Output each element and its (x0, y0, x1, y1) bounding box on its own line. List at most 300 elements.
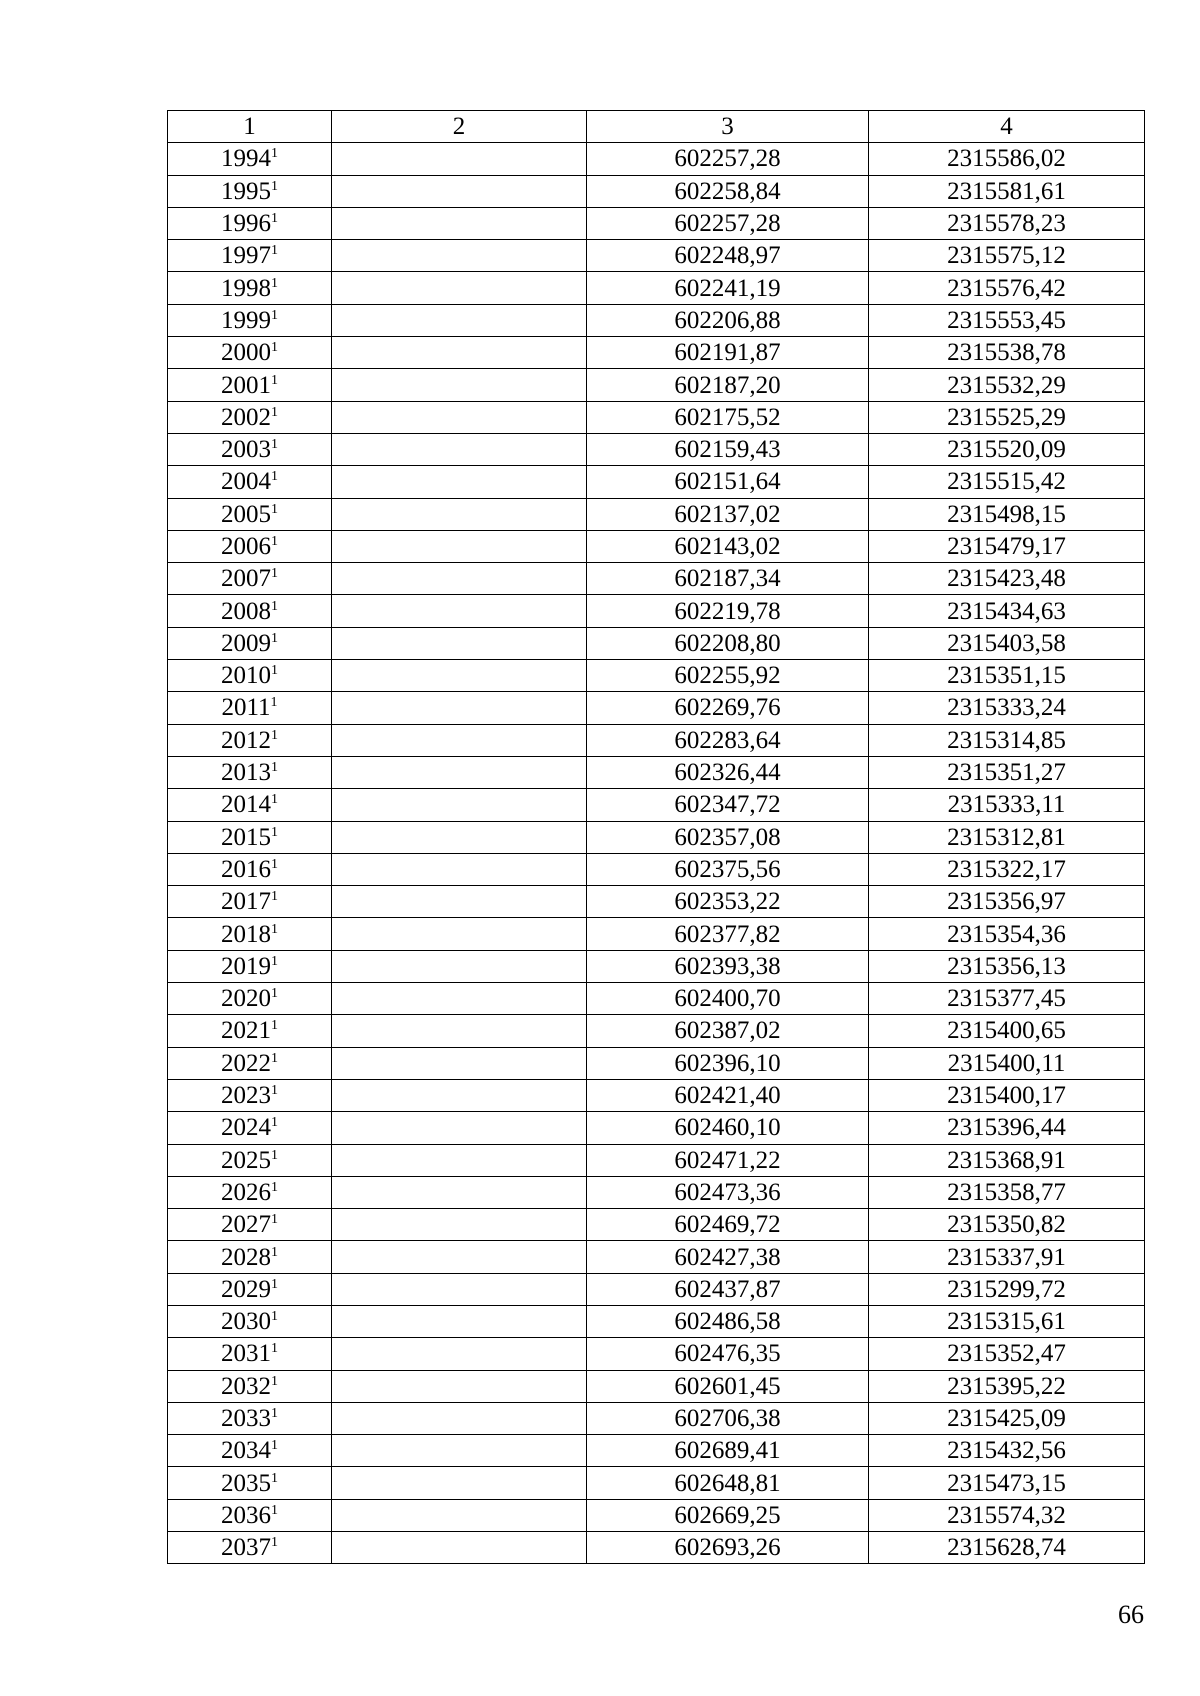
table-row (168, 1532, 1145, 1564)
y-coordinate-cell: 2315396,44 (869, 1112, 1145, 1144)
x-coordinate-cell: 602427,38 (587, 1241, 869, 1273)
point-number: 1996 (221, 210, 271, 238)
point-number-cell (168, 1144, 332, 1176)
point-superscript: 1 (271, 566, 278, 582)
y-coordinate-cell: 2315581,61 (869, 175, 1145, 207)
column-2-cell (332, 1467, 587, 1499)
y-coordinate-cell: 2315358,77 (869, 1176, 1145, 1208)
point-number-cell (168, 498, 332, 530)
table-header-row (168, 111, 1145, 143)
table-row (168, 627, 1145, 659)
point-number: 2005 (221, 500, 271, 528)
y-coordinate-cell: 2315423,48 (869, 563, 1145, 595)
table-row (168, 433, 1145, 465)
y-coordinate-cell: 2315515,42 (869, 466, 1145, 498)
y-coordinate-cell: 2315574,32 (869, 1499, 1145, 1531)
column-2-cell (332, 498, 587, 530)
x-coordinate-cell: 602137,02 (587, 498, 869, 530)
point-superscript: 1 (271, 889, 278, 905)
header-col-4: 4 (869, 111, 1145, 143)
column-2-cell (332, 1338, 587, 1370)
point-number: 2004 (221, 468, 271, 496)
y-coordinate-cell: 2315322,17 (869, 853, 1145, 885)
table-row (168, 1144, 1145, 1176)
y-coordinate-cell: 2315403,58 (869, 627, 1145, 659)
column-2-cell (332, 1047, 587, 1079)
table-row (168, 369, 1145, 401)
point-number: 1994 (221, 145, 271, 173)
column-2-cell (332, 401, 587, 433)
table-row (168, 1241, 1145, 1273)
table-row (168, 950, 1145, 982)
y-coordinate-cell: 2315351,27 (869, 756, 1145, 788)
point-number-cell (168, 1305, 332, 1337)
y-coordinate-cell: 2315425,09 (869, 1402, 1145, 1434)
point-superscript: 1 (271, 953, 278, 969)
x-coordinate-cell: 602347,72 (587, 789, 869, 821)
point-number-cell (168, 1079, 332, 1111)
point-number: 2026 (221, 1178, 271, 1206)
point-number-cell (168, 789, 332, 821)
table-row (168, 821, 1145, 853)
table-row (168, 466, 1145, 498)
point-number-cell (168, 433, 332, 465)
point-number: 1995 (221, 177, 271, 205)
column-2-cell (332, 304, 587, 336)
table-row (168, 1079, 1145, 1111)
y-coordinate-cell: 2315333,24 (869, 692, 1145, 724)
point-number-cell (168, 466, 332, 498)
point-number: 1997 (221, 242, 271, 270)
point-number-cell (168, 1370, 332, 1402)
point-number-cell (168, 660, 332, 692)
table-row (168, 304, 1145, 336)
x-coordinate-cell: 602400,70 (587, 983, 869, 1015)
point-superscript: 1 (271, 307, 278, 323)
point-number-cell (168, 207, 332, 239)
point-number: 2037 (221, 1534, 271, 1562)
x-coordinate-cell: 602151,64 (587, 466, 869, 498)
table-row (168, 1209, 1145, 1241)
y-coordinate-cell: 2315314,85 (869, 724, 1145, 756)
column-2-cell (332, 756, 587, 788)
column-2-cell (332, 433, 587, 465)
point-superscript: 1 (271, 856, 278, 872)
point-number-cell (168, 401, 332, 433)
y-coordinate-cell: 2315356,97 (869, 886, 1145, 918)
x-coordinate-cell: 602421,40 (587, 1079, 869, 1111)
point-superscript: 1 (271, 1147, 278, 1163)
column-2-cell (332, 1305, 587, 1337)
x-coordinate-cell: 602375,56 (587, 853, 869, 885)
x-coordinate-cell: 602476,35 (587, 1338, 869, 1370)
x-coordinate-cell: 602486,58 (587, 1305, 869, 1337)
point-number: 2012 (221, 726, 271, 754)
y-coordinate-cell: 2315498,15 (869, 498, 1145, 530)
point-number: 2031 (221, 1340, 271, 1368)
point-superscript: 1 (271, 372, 278, 388)
point-number: 2023 (221, 1082, 271, 1110)
point-number: 2000 (221, 339, 271, 367)
point-superscript: 1 (271, 1470, 278, 1486)
table-row (168, 175, 1145, 207)
y-coordinate-cell: 2315356,13 (869, 950, 1145, 982)
x-coordinate-cell: 602283,64 (587, 724, 869, 756)
point-superscript: 1 (271, 469, 278, 485)
table-row (168, 853, 1145, 885)
table-row (168, 756, 1145, 788)
table-row (168, 724, 1145, 756)
y-coordinate-cell: 2315354,36 (869, 918, 1145, 950)
point-number: 2007 (221, 565, 271, 593)
column-2-cell (332, 821, 587, 853)
x-coordinate-cell: 602689,41 (587, 1435, 869, 1467)
point-number: 2033 (221, 1405, 271, 1433)
point-superscript: 1 (271, 178, 278, 194)
table-row (168, 207, 1145, 239)
point-superscript: 1 (271, 211, 278, 227)
column-2-cell (332, 1499, 587, 1531)
point-number-cell (168, 724, 332, 756)
table-row (168, 1112, 1145, 1144)
point-number-cell (168, 886, 332, 918)
point-number: 2016 (221, 855, 271, 883)
x-coordinate-cell: 602175,52 (587, 401, 869, 433)
table-row (168, 918, 1145, 950)
point-superscript: 1 (271, 630, 278, 646)
point-superscript: 1 (270, 695, 278, 711)
column-2-cell (332, 724, 587, 756)
table-row (168, 1402, 1145, 1434)
x-coordinate-cell: 602377,82 (587, 918, 869, 950)
table-row (168, 886, 1145, 918)
point-number-cell (168, 1015, 332, 1047)
table-row (168, 1435, 1145, 1467)
point-number-cell (168, 1402, 332, 1434)
point-number: 2019 (221, 952, 271, 980)
x-coordinate-cell: 602257,28 (587, 143, 869, 175)
point-number: 1998 (221, 274, 271, 302)
y-coordinate-cell: 2315400,65 (869, 1015, 1145, 1047)
x-coordinate-cell: 602437,87 (587, 1273, 869, 1305)
column-2-cell (332, 207, 587, 239)
column-2-cell (332, 853, 587, 885)
column-2-cell (332, 240, 587, 272)
point-number-cell (168, 595, 332, 627)
table-row (168, 1467, 1145, 1499)
table-body (168, 143, 1145, 1564)
table-row (168, 1176, 1145, 1208)
point-superscript: 1 (271, 501, 278, 517)
y-coordinate-cell: 2315333,11 (869, 789, 1145, 821)
point-number-cell (168, 304, 332, 336)
point-number-cell (168, 1467, 332, 1499)
column-2-cell (332, 143, 587, 175)
column-2-cell (332, 1241, 587, 1273)
table-row (168, 1305, 1145, 1337)
column-2-cell (332, 660, 587, 692)
x-coordinate-cell: 602187,20 (587, 369, 869, 401)
point-superscript: 1 (271, 1212, 278, 1228)
point-superscript: 1 (271, 1018, 278, 1034)
point-number-cell (168, 1532, 332, 1564)
y-coordinate-cell: 2315352,47 (869, 1338, 1145, 1370)
x-coordinate-cell: 602208,80 (587, 627, 869, 659)
x-coordinate-cell: 602269,76 (587, 692, 869, 724)
y-coordinate-cell: 2315395,22 (869, 1370, 1145, 1402)
point-number: 2034 (221, 1437, 271, 1465)
table-row (168, 1047, 1145, 1079)
point-number: 2028 (221, 1243, 271, 1271)
column-2-cell (332, 1370, 587, 1402)
table-row (168, 1338, 1145, 1370)
table-row (168, 563, 1145, 595)
point-number: 1999 (221, 306, 271, 334)
point-number-cell (168, 1499, 332, 1531)
point-number: 2001 (221, 371, 271, 399)
x-coordinate-cell: 602255,92 (587, 660, 869, 692)
point-number: 2029 (221, 1275, 271, 1303)
column-2-cell (332, 466, 587, 498)
point-number: 2015 (221, 823, 271, 851)
point-number: 2021 (221, 1017, 271, 1045)
coordinates-table (167, 110, 1145, 1564)
point-number-cell (168, 337, 332, 369)
point-number-cell (168, 563, 332, 595)
point-superscript: 1 (271, 1341, 278, 1357)
header-col-3: 3 (587, 111, 869, 143)
point-superscript: 1 (271, 986, 278, 1002)
point-superscript: 1 (271, 760, 278, 776)
point-superscript: 1 (271, 437, 278, 453)
column-2-cell (332, 1273, 587, 1305)
point-superscript: 1 (271, 792, 278, 808)
x-coordinate-cell: 602241,19 (587, 272, 869, 304)
x-coordinate-cell: 602601,45 (587, 1370, 869, 1402)
table-row (168, 498, 1145, 530)
column-2-cell (332, 1079, 587, 1111)
point-number-cell (168, 143, 332, 175)
point-number-cell (168, 1047, 332, 1079)
y-coordinate-cell: 2315479,17 (869, 530, 1145, 562)
y-coordinate-cell: 2315400,17 (869, 1079, 1145, 1111)
x-coordinate-cell: 602357,08 (587, 821, 869, 853)
point-superscript: 1 (271, 1406, 278, 1422)
point-number: 2030 (221, 1308, 271, 1336)
y-coordinate-cell: 2315350,82 (869, 1209, 1145, 1241)
y-coordinate-cell: 2315434,63 (869, 595, 1145, 627)
point-superscript: 1 (271, 598, 278, 614)
y-coordinate-cell: 2315586,02 (869, 143, 1145, 175)
point-number-cell (168, 950, 332, 982)
point-superscript: 1 (271, 275, 278, 291)
column-2-cell (332, 1209, 587, 1241)
y-coordinate-cell: 2315299,72 (869, 1273, 1145, 1305)
column-2-cell (332, 1112, 587, 1144)
point-superscript: 1 (271, 1438, 278, 1454)
point-number: 2002 (221, 403, 271, 431)
point-superscript: 1 (271, 1276, 278, 1292)
column-2-cell (332, 1435, 587, 1467)
point-superscript: 1 (271, 1502, 278, 1518)
point-superscript: 1 (271, 534, 278, 549)
point-number: 2010 (221, 662, 271, 690)
header-col-1: 1 (168, 111, 332, 143)
x-coordinate-cell: 602248,97 (587, 240, 869, 272)
y-coordinate-cell: 2315575,12 (869, 240, 1145, 272)
point-superscript: 1 (271, 1115, 278, 1131)
point-number-cell (168, 821, 332, 853)
point-number: 2014 (221, 791, 271, 819)
x-coordinate-cell: 602191,87 (587, 337, 869, 369)
point-number: 2035 (221, 1469, 271, 1497)
point-superscript: 1 (271, 727, 278, 743)
y-coordinate-cell: 2315377,45 (869, 983, 1145, 1015)
point-number: 2024 (221, 1114, 271, 1142)
column-2-cell (332, 563, 587, 595)
table-row (168, 1499, 1145, 1531)
y-coordinate-cell: 2315628,74 (869, 1532, 1145, 1564)
point-superscript: 1 (271, 1050, 278, 1066)
column-2-cell (332, 272, 587, 304)
column-2-cell (332, 983, 587, 1015)
column-2-cell (332, 789, 587, 821)
point-superscript: 1 (271, 1373, 278, 1389)
point-number: 2003 (221, 436, 271, 464)
point-superscript: 1 (271, 243, 278, 259)
point-superscript: 1 (271, 663, 278, 679)
point-superscript: 1 (271, 921, 278, 937)
y-coordinate-cell: 2315400,11 (869, 1047, 1145, 1079)
point-number-cell (168, 240, 332, 272)
x-coordinate-cell: 602206,88 (587, 304, 869, 336)
point-number: 2025 (221, 1146, 271, 1174)
point-number-cell (168, 918, 332, 950)
point-superscript: 1 (271, 1244, 278, 1260)
table-row (168, 401, 1145, 433)
point-superscript: 1 (271, 404, 278, 420)
column-2-cell (332, 337, 587, 369)
column-2-cell (332, 886, 587, 918)
x-coordinate-cell: 602669,25 (587, 1499, 869, 1531)
point-superscript: 1 (271, 146, 278, 162)
point-number-cell (168, 369, 332, 401)
column-2-cell (332, 1015, 587, 1047)
point-number-cell (168, 756, 332, 788)
point-number-cell (168, 1176, 332, 1208)
point-superscript: 1 (271, 1309, 278, 1325)
column-2-cell (332, 530, 587, 562)
point-superscript: 1 (271, 340, 278, 356)
point-number: 2009 (221, 629, 271, 657)
column-2-cell (332, 175, 587, 207)
point-superscript: 1 (271, 824, 278, 840)
y-coordinate-cell: 2315312,81 (869, 821, 1145, 853)
point-number-cell (168, 983, 332, 1015)
x-coordinate-cell: 602469,72 (587, 1209, 869, 1241)
point-number: 2020 (221, 985, 271, 1013)
column-2-cell (332, 918, 587, 950)
table-row (168, 337, 1145, 369)
table-row (168, 660, 1145, 692)
y-coordinate-cell: 2315315,61 (869, 1305, 1145, 1337)
table-row (168, 1015, 1145, 1047)
y-coordinate-cell: 2315351,15 (869, 660, 1145, 692)
point-number-cell (168, 627, 332, 659)
y-coordinate-cell: 2315473,15 (869, 1467, 1145, 1499)
table-row (168, 143, 1145, 175)
point-number: 2006 (221, 533, 271, 560)
point-number: 2017 (221, 888, 271, 916)
point-number: 2032 (221, 1372, 271, 1400)
x-coordinate-cell: 602393,38 (587, 950, 869, 982)
y-coordinate-cell: 2315337,91 (869, 1241, 1145, 1273)
y-coordinate-cell: 2315538,78 (869, 337, 1145, 369)
point-number: 2036 (221, 1501, 271, 1529)
x-coordinate-cell: 602143,02 (587, 530, 869, 562)
x-coordinate-cell: 602387,02 (587, 1015, 869, 1047)
point-number-cell (168, 1112, 332, 1144)
point-superscript: 1 (271, 1179, 278, 1195)
point-number: 2008 (221, 597, 271, 625)
point-number-cell (168, 692, 332, 724)
point-number: 2018 (221, 920, 271, 948)
x-coordinate-cell: 602326,44 (587, 756, 869, 788)
x-coordinate-cell: 602257,28 (587, 207, 869, 239)
y-coordinate-cell: 2315525,29 (869, 401, 1145, 433)
table-row (168, 1370, 1145, 1402)
y-coordinate-cell: 2315520,09 (869, 433, 1145, 465)
point-number: 2027 (221, 1211, 271, 1239)
page-number: 66 (1118, 1600, 1144, 1629)
point-number-cell (168, 1209, 332, 1241)
x-coordinate-cell: 602219,78 (587, 595, 869, 627)
point-number: 2011 (221, 694, 271, 722)
point-superscript: 1 (271, 1535, 278, 1551)
point-number-cell (168, 175, 332, 207)
column-2-cell (332, 1176, 587, 1208)
column-2-cell (332, 1402, 587, 1434)
column-2-cell (332, 369, 587, 401)
table-row (168, 692, 1145, 724)
x-coordinate-cell: 602258,84 (587, 175, 869, 207)
table-row (168, 789, 1145, 821)
point-number-cell (168, 853, 332, 885)
y-coordinate-cell: 2315578,23 (869, 207, 1145, 239)
point-number-cell (168, 1241, 332, 1273)
y-coordinate-cell: 2315532,29 (869, 369, 1145, 401)
table-row (168, 1273, 1145, 1305)
column-2-cell (332, 692, 587, 724)
y-coordinate-cell: 2315576,42 (869, 272, 1145, 304)
point-number-cell (168, 1273, 332, 1305)
x-coordinate-cell: 602460,10 (587, 1112, 869, 1144)
point-number-cell (168, 1338, 332, 1370)
table-row (168, 983, 1145, 1015)
x-coordinate-cell: 602396,10 (587, 1047, 869, 1079)
table-row (168, 240, 1145, 272)
column-2-cell (332, 595, 587, 627)
table-row (168, 272, 1145, 304)
x-coordinate-cell: 602159,43 (587, 433, 869, 465)
y-coordinate-cell: 2315553,45 (869, 304, 1145, 336)
x-coordinate-cell: 602353,22 (587, 886, 869, 918)
header-col-2: 2 (332, 111, 587, 143)
column-2-cell (332, 627, 587, 659)
x-coordinate-cell: 602693,26 (587, 1532, 869, 1564)
x-coordinate-cell: 602187,34 (587, 563, 869, 595)
table-row (168, 595, 1145, 627)
